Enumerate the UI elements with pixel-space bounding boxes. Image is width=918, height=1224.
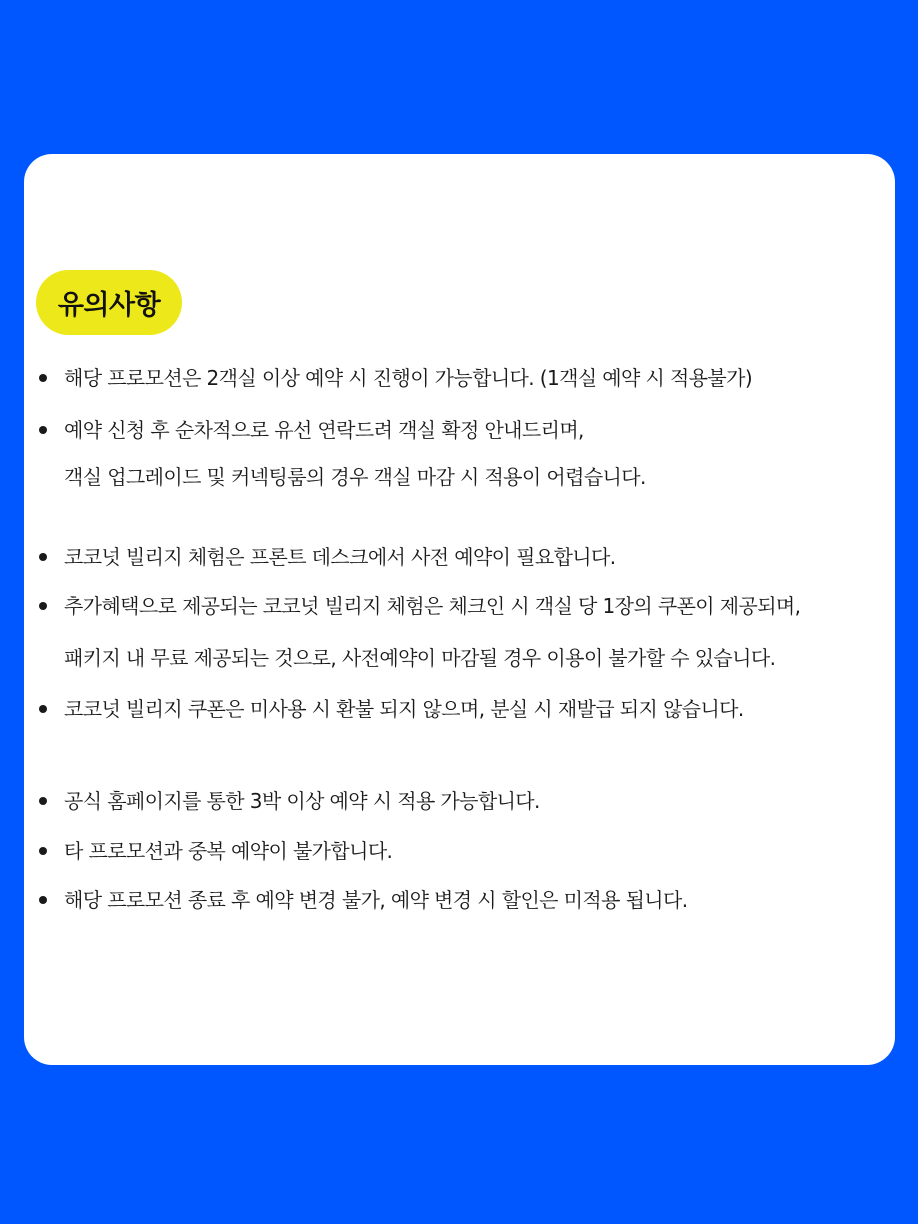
notice-item-text: 코코넛 빌리지 체험은 프론트 데스크에서 사전 예약이 필요합니다.	[64, 545, 616, 569]
bullet-icon	[39, 797, 47, 805]
notice-item-text: 공식 홈페이지를 통한 3박 이상 예약 시 적용 가능합니다.	[64, 789, 540, 813]
notice-item-text: 해당 프로모션은 2객실 이상 예약 시 진행이 가능합니다. (1객실 예약 시 적용불가)	[64, 366, 753, 390]
bullet-icon	[39, 374, 47, 382]
notice-item-text: 추가혜택으로 제공되는 코코넛 빌리지 체험은 체크인 시 객실 당 1장의 쿠폰이 제공되며,	[64, 594, 801, 618]
notice-item-text: 타 프로모션과 중복 예약이 불가합니다.	[64, 839, 393, 863]
bullet-icon	[39, 602, 47, 610]
notice-item-text: 객실 업그레이드 및 커넥팅룸의 경우 객실 마감 시 적용이 어렵습니다.	[64, 465, 646, 489]
bullet-icon	[39, 847, 47, 855]
notice-item-text: 해당 프로모션 종료 후 예약 변경 불가, 예약 변경 시 할인은 미적용 됩니다.	[64, 888, 688, 912]
notice-item-text: 예약 신청 후 순차적으로 유선 연락드려 객실 확정 안내드리며,	[64, 418, 584, 442]
bullet-icon	[39, 705, 47, 713]
notice-badge: 유의사항	[36, 270, 182, 335]
notice-item-text: 패키지 내 무료 제공되는 것으로, 사전예약이 마감될 경우 이용이 불가할 수 있습니다.	[64, 646, 776, 670]
notice-list	[24, 154, 895, 1065]
notice-item-text: 코코넛 빌리지 쿠폰은 미사용 시 환불 되지 않으며, 분실 시 재발급 되지 않습니다.	[64, 697, 744, 721]
bullet-icon	[39, 426, 47, 434]
notice-card	[24, 154, 895, 1065]
bullet-icon	[39, 896, 47, 904]
bullet-icon	[39, 553, 47, 561]
